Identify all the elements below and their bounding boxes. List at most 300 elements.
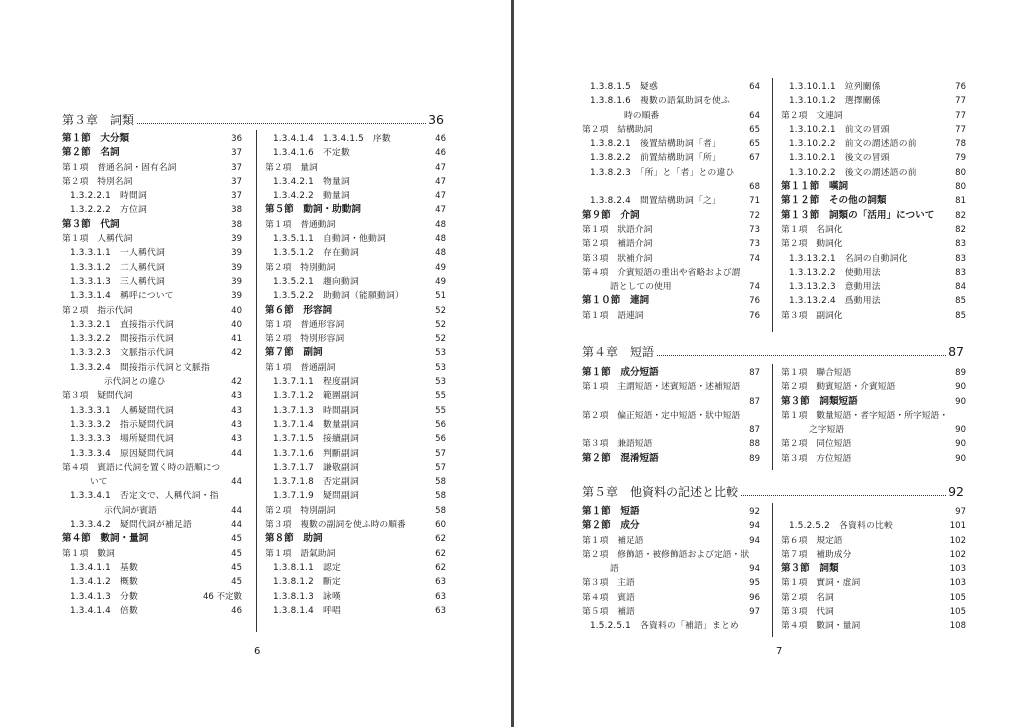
toc-entry-page: 40 — [231, 305, 242, 316]
toc-entry[interactable] — [781, 452, 966, 466]
toc-entry[interactable] — [62, 218, 242, 232]
toc-entry-page: 105 — [949, 607, 966, 618]
toc-entry-label: 第１節 成分短語 — [582, 367, 659, 378]
toc-entry[interactable] — [582, 505, 760, 519]
toc-entry[interactable] — [265, 132, 446, 146]
toc-entry-label: 1.3.4.2.1 物量詞 — [273, 176, 350, 187]
toc-entry-page: 83 — [955, 267, 966, 278]
toc-entry-label: 第１項 語連詞 — [582, 310, 644, 321]
toc-entry-label: 1.3.4.1.6 不定數 — [273, 148, 350, 159]
toc-entry[interactable] — [582, 294, 760, 308]
toc-entry[interactable] — [781, 619, 966, 633]
toc-entry-page: 97 — [955, 507, 966, 517]
toc-entry[interactable] — [62, 504, 242, 518]
toc-entry-page: 83 — [955, 239, 966, 250]
toc-entry[interactable] — [582, 452, 760, 466]
toc-entry-label: 1.3.3.1.1 一人稱代詞 — [70, 248, 165, 259]
toc-entry[interactable] — [582, 180, 760, 194]
toc-entry[interactable] — [62, 232, 242, 246]
toc-entry-page: 58 — [435, 477, 446, 488]
toc-entry[interactable] — [582, 548, 760, 562]
toc-entry-page: 102 — [949, 549, 966, 560]
toc-entry[interactable] — [582, 534, 760, 548]
toc-entry-label: 1.3.3.2.4 間接指示代詞と文脈指 — [70, 362, 210, 373]
toc-entry-label: 1.3.4.1.4 倍數 — [70, 605, 138, 616]
toc-entry[interactable] — [582, 237, 760, 251]
toc-entry-page: 65 — [749, 139, 760, 150]
toc-entry-page: 52 — [435, 319, 446, 330]
toc-entry-page: 52 — [435, 305, 446, 316]
toc-entry[interactable] — [265, 532, 446, 546]
toc-entry-label: 第１節 大分類 — [62, 133, 130, 144]
toc-entry-page: 77 — [955, 96, 966, 107]
toc-entry-label: 第３項 副詞化 — [781, 310, 843, 321]
toc-entry[interactable] — [582, 252, 760, 266]
toc-entry-page: 73 — [749, 239, 760, 250]
toc-entry-label: 第１項 主謂短語・述賓短語・述補短語 — [582, 382, 741, 393]
toc-entry[interactable] — [582, 280, 760, 294]
toc-entry[interactable] — [265, 389, 446, 403]
toc-entry[interactable] — [781, 380, 966, 394]
toc-entry[interactable] — [781, 209, 966, 223]
toc-entry-page: 80 — [955, 167, 966, 178]
toc-entry-page: 37 — [231, 176, 242, 187]
toc-entry-page: 45 — [231, 577, 242, 588]
toc-entry[interactable] — [62, 304, 242, 318]
toc-entry[interactable] — [781, 423, 966, 437]
chapter-title: 第５章 他資料の記述と比較 — [582, 485, 739, 499]
toc-entry-page: 45 — [231, 534, 242, 545]
toc-entry-label: 示代詞との違ひ — [104, 377, 166, 388]
toc-entry-page: 57 — [435, 448, 446, 459]
toc-entry[interactable] — [62, 246, 242, 260]
toc-entry[interactable] — [265, 232, 446, 246]
toc-entry-label: 第５項 補語 — [582, 607, 635, 618]
toc-entry[interactable] — [62, 518, 242, 532]
toc-entry-page: 58 — [435, 491, 446, 502]
chapter-page: 92 — [948, 484, 964, 499]
toc-entry-page: 53 — [435, 377, 446, 388]
toc-entry-label: 1.3.8.2.2 前置結構助詞「所」 — [590, 153, 721, 164]
toc-entry-page: 76 — [749, 310, 760, 321]
toc-entry[interactable] — [265, 432, 446, 446]
toc-entry-label: 第２項 動詞化 — [781, 239, 843, 250]
toc-entry-label: 1.5.2.5.2 各資料の比較 — [789, 521, 893, 532]
toc-entry-label: 之字短語 — [809, 425, 845, 436]
toc-entry-label: 1.3.13.2.4 爲動用法 — [789, 296, 881, 307]
toc-entry[interactable] — [62, 489, 242, 503]
toc-entry-label: 第２項 特別形容詞 — [265, 334, 345, 345]
toc-entry[interactable] — [781, 294, 966, 308]
toc-entry[interactable] — [582, 576, 760, 590]
toc-entry-label: 1.3.7.1.6 判斷副詞 — [273, 448, 359, 459]
toc-entry-page: 44 — [231, 520, 242, 531]
toc-entry-label: 1.3.8.1.6 複數の語氣助詞を使ふ — [590, 96, 730, 107]
toc-entry[interactable] — [62, 132, 242, 146]
toc-entry[interactable] — [62, 604, 242, 618]
toc-entry[interactable] — [582, 437, 760, 451]
toc-entry-label: 1.3.5.2.1 趨向動詞 — [273, 276, 359, 287]
toc-entry[interactable] — [62, 590, 242, 604]
toc-entry-page: 38 — [231, 219, 242, 230]
toc-entry-label: 第７節 副詞 — [265, 347, 323, 359]
toc-entry[interactable] — [62, 461, 242, 475]
toc-entry[interactable] — [265, 447, 446, 461]
toc-entry[interactable] — [781, 194, 966, 208]
toc-entry[interactable] — [582, 80, 760, 94]
toc-entry[interactable] — [781, 266, 966, 280]
toc-entry-label: いて — [90, 477, 108, 488]
toc-entry-label: 第１項 狀語介詞 — [582, 224, 653, 235]
toc-entry-label: 1.3.4.2.2 動量詞 — [273, 191, 350, 202]
toc-entry[interactable] — [781, 562, 966, 576]
toc-entry-page: 78 — [955, 139, 966, 150]
toc-entry-label: 1.3.8.1.2 斷定 — [273, 577, 341, 588]
toc-entry-page: 95 — [749, 578, 760, 589]
toc-entry-page: 49 — [435, 276, 446, 287]
toc-entry[interactable] — [265, 475, 446, 489]
toc-entry[interactable] — [62, 289, 242, 303]
toc-entry-label: 第２項 補語介詞 — [582, 239, 653, 250]
toc-column — [62, 132, 242, 618]
toc-entry[interactable] — [781, 519, 966, 533]
toc-entry-page: 80 — [955, 182, 966, 193]
toc-entry[interactable] — [265, 489, 446, 503]
toc-entry[interactable] — [62, 389, 242, 403]
toc-entry[interactable] — [781, 252, 966, 266]
toc-entry-label: 第４項 賓語に代詞を置く時の語順につ — [62, 462, 221, 473]
toc-column — [582, 80, 760, 323]
toc-entry-page: 44 — [231, 448, 242, 459]
toc-entry[interactable] — [781, 437, 966, 451]
toc-entry[interactable] — [62, 189, 242, 203]
toc-entry[interactable] — [781, 366, 966, 380]
toc-entry-label: 第２項 指示代詞 — [62, 305, 133, 316]
toc-entry-page: 77 — [955, 110, 966, 121]
toc-entry-label: 1.3.3.3.1 人稱疑問代詞 — [70, 405, 174, 416]
toc-entry[interactable] — [62, 146, 242, 160]
toc-entry[interactable] — [265, 418, 446, 432]
toc-entry-page: 53 — [435, 348, 446, 359]
toc-entry[interactable] — [781, 576, 966, 590]
toc-entry-label: 第２項 特別副詞 — [265, 505, 336, 516]
toc-entry-page: 39 — [231, 291, 242, 302]
toc-entry-page: 45 — [231, 548, 242, 559]
toc-entry-page: 39 — [231, 234, 242, 245]
toc-entry[interactable] — [62, 532, 242, 546]
toc-entry[interactable] — [62, 575, 242, 589]
toc-entry-label: 1.3.3.3.3 場所疑問代詞 — [70, 434, 174, 445]
toc-entry-label: 第２項 特別名詞 — [62, 176, 133, 187]
toc-entry[interactable] — [781, 395, 966, 409]
toc-entry-label: 第３項 代詞 — [781, 607, 834, 618]
toc-entry[interactable] — [265, 218, 446, 232]
toc-entry-page: 62 — [435, 534, 446, 545]
toc-entry[interactable] — [781, 591, 966, 605]
toc-entry-page: 43 — [231, 391, 242, 402]
toc-column — [582, 366, 760, 466]
toc-entry[interactable] — [62, 346, 242, 360]
toc-entry-page: 39 — [231, 248, 242, 259]
toc-entry[interactable] — [265, 575, 446, 589]
toc-entry[interactable] — [265, 175, 446, 189]
toc-entry[interactable] — [582, 423, 760, 437]
toc-entry-label: 第１項 實詞・虚詞 — [781, 578, 861, 589]
toc-entry[interactable] — [265, 146, 446, 160]
toc-entry[interactable] — [62, 361, 242, 375]
toc-entry-label: 第３節 詞類 — [781, 563, 839, 575]
toc-entry-label: 1.3.7.1.8 否定副詞 — [273, 477, 359, 488]
toc-entry[interactable] — [62, 547, 242, 561]
toc-entry-page: 64 — [749, 82, 760, 92]
toc-entry[interactable] — [582, 380, 760, 394]
toc-entry-label: 第２節 混淆短語 — [582, 452, 659, 464]
toc-entry[interactable] — [582, 309, 760, 323]
toc-entry-label: 第６節 形容詞 — [265, 304, 333, 316]
toc-entry[interactable] — [62, 175, 242, 189]
toc-entry-label: 第４項 介賓短語の重出や省略および謂 — [582, 267, 741, 278]
toc-entry[interactable] — [582, 223, 760, 237]
toc-entry-page: 87 — [749, 368, 760, 378]
toc-entry-label: 第２項 量詞 — [265, 162, 318, 173]
toc-entry-label: 第３節 詞類短語 — [781, 395, 858, 407]
toc-entry[interactable] — [62, 404, 242, 418]
toc-entry-label: 第２節 名詞 — [62, 147, 120, 159]
toc-entry[interactable] — [265, 404, 446, 418]
toc-column — [582, 505, 760, 634]
toc-column — [772, 364, 966, 470]
toc-entry-page: 68 — [749, 182, 760, 193]
toc-entry-page: 83 — [955, 253, 966, 264]
chapter-4-heading[interactable] — [582, 344, 964, 360]
toc-entry[interactable] — [265, 361, 446, 375]
toc-entry[interactable] — [582, 605, 760, 619]
toc-entry[interactable] — [781, 280, 966, 294]
toc-entry[interactable] — [265, 189, 446, 203]
toc-entry-label: 1.3.3.1.3 三人稱代詞 — [70, 276, 165, 287]
toc-entry[interactable] — [265, 203, 446, 217]
toc-entry[interactable] — [781, 223, 966, 237]
toc-entry[interactable] — [781, 237, 966, 251]
toc-entry-page: 52 — [435, 334, 446, 345]
toc-entry-page: 48 — [435, 248, 446, 259]
toc-entry[interactable] — [781, 80, 966, 94]
toc-entry[interactable] — [62, 261, 242, 275]
toc-entry[interactable] — [781, 109, 966, 123]
toc-entry[interactable] — [265, 561, 446, 575]
toc-entry-page: 60 — [435, 520, 446, 531]
toc-entry-label: 第１項 普通形容詞 — [265, 319, 345, 330]
toc-entry-page: 44 — [231, 505, 242, 516]
toc-entry-page: 65 — [749, 124, 760, 135]
toc-entry[interactable] — [781, 94, 966, 108]
toc-entry-page: 73 — [749, 224, 760, 235]
toc-entry-page: 41 — [231, 334, 242, 345]
toc-entry[interactable] — [265, 346, 446, 360]
toc-entry-label: 第４項 賓語 — [582, 592, 635, 603]
toc-entry[interactable] — [265, 246, 446, 260]
toc-entry[interactable] — [781, 548, 966, 562]
toc-entry[interactable] — [781, 505, 966, 519]
toc-entry-label: 第２項 結構助詞 — [582, 124, 653, 135]
toc-entry-label: 第１項 普通名詞・固有名詞 — [62, 162, 177, 173]
toc-entry-page: 92 — [749, 507, 760, 517]
toc-entry-page: 77 — [955, 124, 966, 135]
toc-entry-label: 1.5.2.5.1 各資料の「補語」まとめ — [590, 621, 739, 632]
toc-entry[interactable] — [582, 266, 760, 280]
toc-entry-label: 1.3.3.4.1 否定文で、人稱代詞・指 — [70, 491, 219, 502]
toc-entry[interactable] — [582, 109, 760, 123]
toc-entry[interactable] — [265, 590, 446, 604]
toc-entry[interactable] — [62, 475, 242, 489]
toc-entry-page: 108 — [949, 621, 966, 632]
toc-entry-label: 1.3.8.1.4 呼唱 — [273, 605, 341, 616]
toc-entry[interactable] — [265, 318, 446, 332]
toc-entry-label: 第１項 語氣助詞 — [265, 548, 336, 559]
toc-entry[interactable] — [265, 332, 446, 346]
toc-entry[interactable] — [582, 619, 760, 633]
toc-entry[interactable] — [265, 547, 446, 561]
toc-entry[interactable] — [62, 318, 242, 332]
toc-entry[interactable] — [781, 534, 966, 548]
toc-entry-label: 第１節 短語 — [582, 506, 640, 517]
toc-entry-page: 45 — [231, 562, 242, 573]
toc-entry[interactable] — [62, 375, 242, 389]
toc-entry[interactable] — [582, 395, 760, 409]
toc-entry[interactable] — [265, 275, 446, 289]
toc-entry[interactable] — [781, 166, 966, 180]
toc-entry-page: 79 — [955, 153, 966, 164]
toc-entry[interactable] — [265, 261, 446, 275]
toc-entry[interactable] — [265, 604, 446, 618]
toc-entry[interactable] — [265, 518, 446, 532]
toc-entry[interactable] — [582, 194, 760, 208]
toc-entry-page: 44 — [231, 477, 242, 488]
toc-entry-label: 第１項 聯合短語 — [781, 368, 852, 378]
toc-entry-label: 第２項 同位短語 — [781, 439, 852, 450]
toc-entry[interactable] — [582, 562, 760, 576]
toc-entry-label: 1.3.8.2.4 間置結構助詞「之」 — [590, 196, 721, 207]
toc-entry-page: 64 — [749, 110, 760, 121]
toc-entry-page: 38 — [231, 205, 242, 216]
toc-entry-page: 36 — [231, 134, 242, 144]
toc-entry-page: 89 — [749, 453, 760, 464]
toc-entry[interactable] — [781, 123, 966, 137]
toc-entry-page: 62 — [435, 548, 446, 559]
toc-entry-page: 46 — [435, 134, 446, 144]
toc-entry[interactable] — [582, 137, 760, 151]
toc-entry[interactable] — [62, 561, 242, 575]
toc-entry-label: 1.3.7.1.3 時間副詞 — [273, 405, 359, 416]
toc-entry[interactable] — [582, 591, 760, 605]
toc-entry-label: 1.3.3.2.2 間接指示代詞 — [70, 334, 174, 345]
toc-entry[interactable] — [62, 275, 242, 289]
toc-entry-page: 37 — [231, 148, 242, 159]
toc-entry-label: 1.3.7.1.5 接續副詞 — [273, 434, 359, 445]
toc-entry[interactable] — [62, 332, 242, 346]
toc-entry[interactable] — [781, 309, 966, 323]
toc-entry-label: 第１項 數量短語・者字短語・所字短語・ — [781, 410, 949, 421]
toc-entry-label: 示代詞が賓語 — [104, 505, 157, 516]
toc-entry[interactable] — [62, 418, 242, 432]
toc-entry-label: 1.3.2.2.1 時間詞 — [70, 191, 147, 202]
toc-entry-page: 74 — [749, 282, 760, 293]
toc-entry-label: 1.3.3.1.2 二人稱代詞 — [70, 262, 165, 273]
toc-entry-page: 90 — [955, 439, 966, 450]
toc-entry[interactable] — [265, 375, 446, 389]
toc-entry-page: 96 — [749, 592, 760, 603]
toc-entry[interactable] — [781, 137, 966, 151]
toc-entry[interactable] — [265, 161, 446, 175]
toc-entry-page: 63 — [435, 591, 446, 602]
toc-entry-label: 第２項 名詞 — [781, 592, 834, 603]
toc-entry-page: 88 — [749, 439, 760, 450]
toc-entry-label: 第３項 狀補介詞 — [582, 253, 653, 264]
toc-entry[interactable] — [62, 161, 242, 175]
toc-entry[interactable] — [582, 209, 760, 223]
page-number: 6 — [254, 646, 261, 657]
toc-entry[interactable] — [265, 289, 446, 303]
toc-entry-label: 1.3.4.1.4 1.3.4.1.5 序數 — [273, 134, 391, 144]
chapter-title: 第３章 詞類 — [62, 113, 135, 127]
toc-entry-label: 1.3.7.1.2 範圍副詞 — [273, 391, 359, 402]
toc-entry-page: 94 — [749, 535, 760, 546]
toc-entry-label: 第３項 主語 — [582, 578, 635, 589]
toc-entry-page: 84 — [955, 282, 966, 293]
toc-entry[interactable] — [582, 166, 760, 180]
toc-entry-label: 第３項 疑問代詞 — [62, 391, 133, 402]
toc-entry[interactable] — [265, 461, 446, 475]
toc-entry[interactable] — [781, 409, 966, 423]
toc-entry-label: 第５節 動詞・助動詞 — [265, 204, 361, 216]
toc-entry-page: 76 — [955, 82, 966, 92]
toc-entry-label: 1.3.10.2.1 後文の冒頭 — [789, 153, 890, 164]
toc-entry-label: 1.3.3.2.3 文脈指示代詞 — [70, 348, 174, 359]
toc-entry-page: 47 — [435, 191, 446, 202]
toc-entry[interactable] — [582, 519, 760, 533]
toc-entry[interactable] — [62, 432, 242, 446]
toc-entry-page: 39 — [231, 276, 242, 287]
toc-entry[interactable] — [62, 203, 242, 217]
toc-entry-label: 第２項 修飾語・被修飾語および定語・狀 — [582, 549, 750, 560]
toc-entry-page: 90 — [955, 382, 966, 393]
toc-entry[interactable] — [781, 151, 966, 165]
toc-entry[interactable] — [781, 605, 966, 619]
toc-entry[interactable] — [582, 409, 760, 423]
toc-entry[interactable] — [582, 123, 760, 137]
toc-entry[interactable] — [265, 304, 446, 318]
toc-entry-label: 第３項 複數の副詞を使ふ時の順番 — [265, 520, 406, 531]
toc-entry-label: 第４項 數詞・量詞 — [781, 621, 861, 632]
toc-entry[interactable] — [582, 151, 760, 165]
toc-entry-page: 43 — [231, 419, 242, 430]
toc-entry[interactable] — [582, 366, 760, 380]
toc-entry[interactable] — [265, 504, 446, 518]
chapter-5-heading[interactable] — [582, 484, 964, 500]
chapter-3-heading[interactable] — [62, 112, 444, 128]
toc-entry-page: 85 — [955, 296, 966, 307]
toc-entry[interactable] — [582, 94, 760, 108]
toc-entry[interactable] — [781, 180, 966, 194]
toc-entry-page: 42 — [231, 377, 242, 388]
toc-entry-label: 1.3.7.1.9 疑問副詞 — [273, 491, 359, 502]
toc-entry-label: 1.3.3.3.4 原因疑問代詞 — [70, 448, 174, 459]
toc-entry-page: 40 — [231, 319, 242, 330]
toc-entry[interactable] — [62, 447, 242, 461]
toc-entry-page: 103 — [949, 578, 966, 589]
toc-entry-label: 1.3.8.1.1 認定 — [273, 562, 341, 573]
toc-entry-label: 1.3.13.2.2 使動用法 — [789, 267, 881, 278]
